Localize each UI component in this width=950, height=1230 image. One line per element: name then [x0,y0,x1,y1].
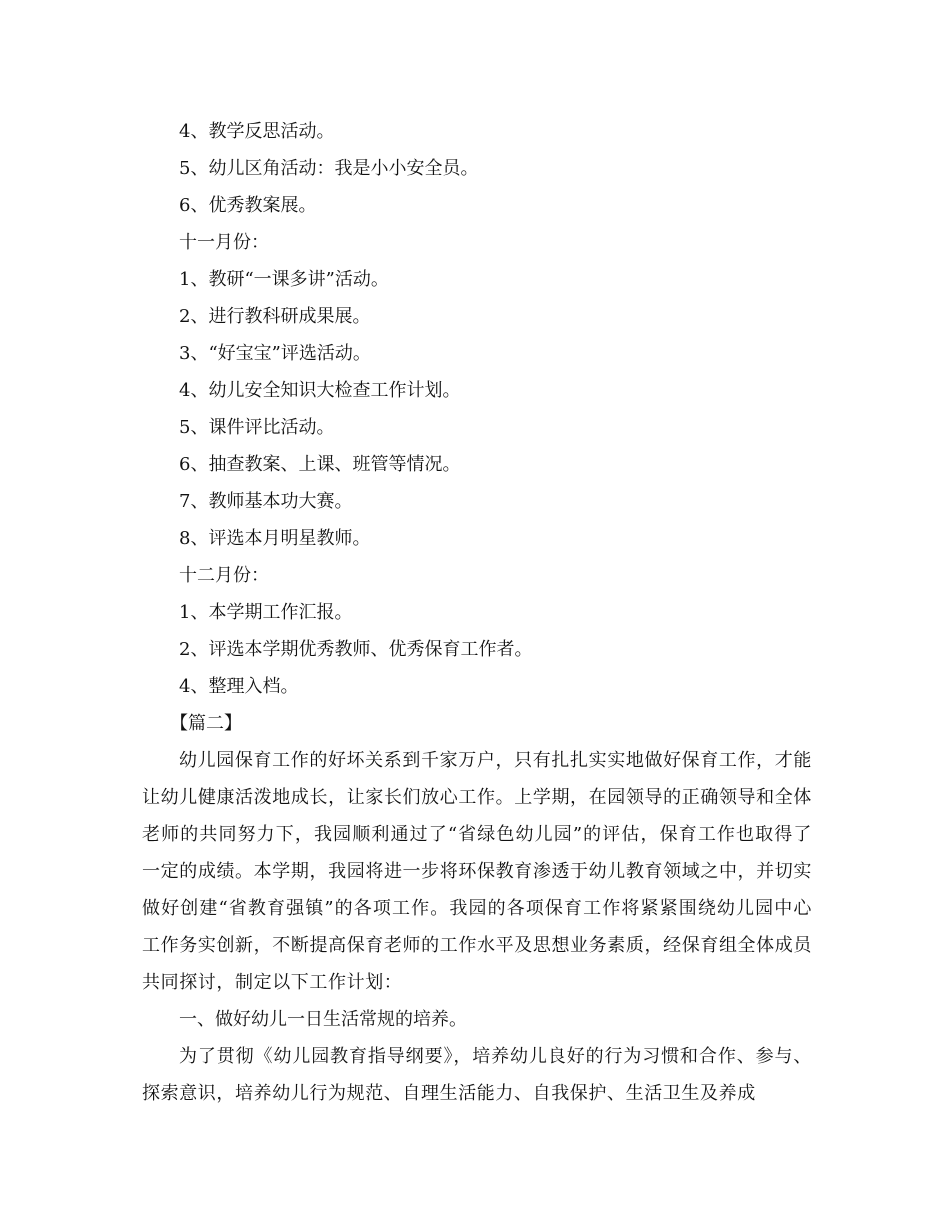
list-item: 3、“好宝宝”评选活动。 [179,343,371,364]
list-item: 4、教学反思活动。 [179,121,335,142]
list-item: 7、教师基本功大赛。 [179,491,353,512]
section-heading: 一、做好幼儿一日生活常规的培养。 [179,1009,467,1030]
month-heading-november: 十一月份： [179,232,269,253]
list-item: 2、进行教科研成果展。 [179,306,371,327]
list-item: 2、评选本学期优秀教师、优秀保育工作者。 [179,639,533,660]
list-item: 1、教研“一课多讲”活动。 [179,269,389,290]
document-body [142,113,812,1112]
list-item: 4、幼儿安全知识大检查工作计划。 [179,380,461,401]
list-item: 6、抽查教案、上课、班管等情况。 [179,454,461,475]
list-item: 5、课件评比活动。 [179,417,335,438]
month-heading-december: 十二月份： [179,565,269,586]
list-item: 1、本学期工作汇报。 [179,602,353,623]
list-item: 4、整理入档。 [179,676,299,697]
body-paragraph: 为了贯彻《幼儿园教育指导纲要》，培养幼儿良好的行为习惯和合作、参与、探索意识，培养幼儿行为规范、自理生活能力、自我保护、生活卫生及养成 [142,1046,812,1104]
list-item: 8、评选本月明星教师。 [179,528,371,549]
section-tag: 【篇二】 [170,713,242,734]
list-item: 6、优秀教案展。 [179,195,317,216]
body-paragraph: 幼儿园保育工作的好坏关系到千家万户，只有扎扎实实地做好保育工作，才能让幼儿健康活泼地成长，让家长们放心工作。上学期，在园领导的正确领导和全体老师的共同努力下，我园顺利通过了“省绿色幼儿园”的评估，保育工作也取得了一定的成绩。本学期，我园将进一步将环保教育渗透于幼儿教育领域之中，并切实做好创建“省教育强镇”的各项工作。我园的各项保育工作将紧紧围绕幼儿园中心工作务实创新，不断提高保育老师的工作水平及思想业务素质，经保育组全体成员共同探讨，制定以下工作计划： [142,750,812,993]
list-item: 5、幼儿区角活动：我是小小安全员。 [179,158,479,179]
